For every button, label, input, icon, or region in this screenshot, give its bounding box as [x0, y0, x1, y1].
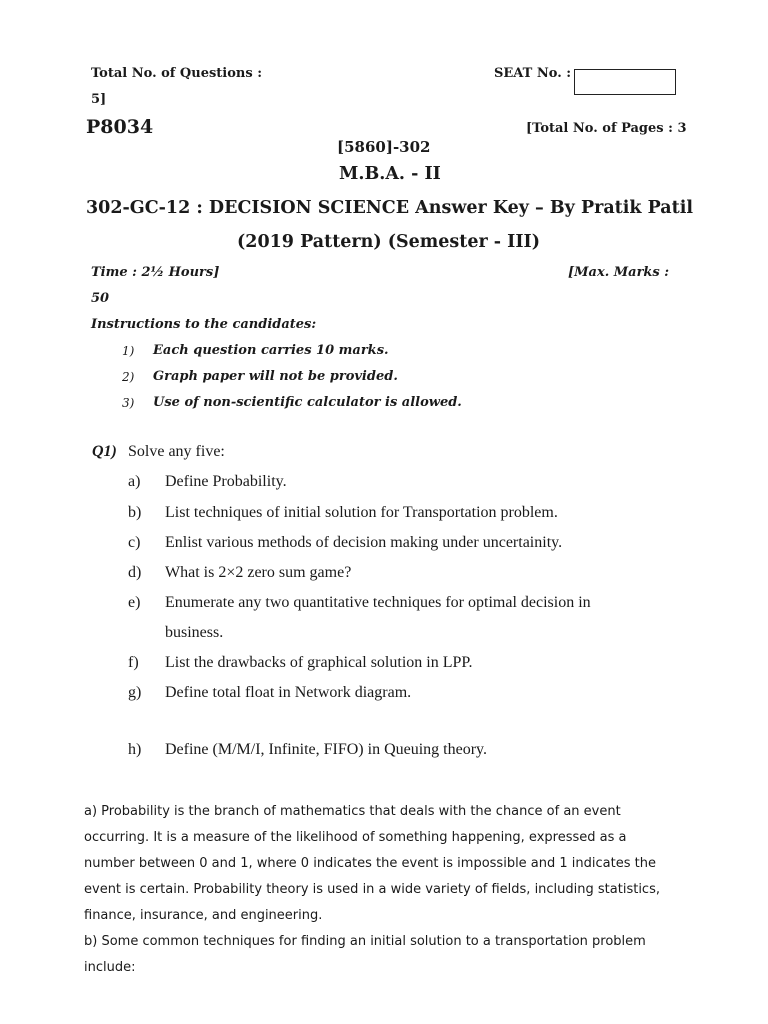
question-item-letter: h)	[128, 741, 142, 758]
pattern-title: (2019 Pattern) (Semester - III)	[237, 232, 541, 252]
question-item-letter: a)	[128, 473, 141, 490]
answer-line: number between 0 and 1, where 0 indicates the event is impossible and 1 indicates the	[84, 856, 656, 871]
instruction-text: Use of non-scientific calculator is allowed.	[153, 395, 462, 410]
instruction-text: Graph paper will not be provided.	[153, 369, 398, 384]
question-item-letter: f)	[128, 654, 139, 671]
instruction-number: 1)	[122, 344, 135, 358]
answer-line: b) Some common techniques for finding an initial solution to a transportation problem	[84, 934, 646, 949]
question-label: Q1)	[92, 443, 117, 460]
answer-line: include:	[84, 960, 136, 975]
question-item-text: Define Probability.	[165, 473, 287, 490]
question-item-text: Enlist various methods of decision making under uncertainity.	[165, 534, 563, 551]
max-marks-label: [Max. Marks :	[568, 265, 670, 280]
question-item-text: List the drawbacks of graphical solution in LPP.	[165, 654, 473, 671]
instructions-heading: Instructions to the candidates:	[91, 317, 317, 332]
course-title: M.B.A. - II	[339, 164, 441, 184]
question-item-text: Define (M/M/I, Infinite, FIFO) in Queuing theory.	[165, 741, 488, 758]
max-marks-value: 50	[91, 291, 110, 306]
instruction-number: 2)	[122, 370, 135, 384]
question-item-letter: g)	[128, 684, 142, 701]
answer-line: finance, insurance, and engineering.	[84, 908, 323, 923]
question-item-letter: d)	[128, 564, 142, 581]
seat-number-box	[574, 69, 676, 95]
subject-title: 302-GC-12 : DECISION SCIENCE Answer Key – By Pratik Patil	[86, 198, 694, 218]
total-pages: [Total No. of Pages : 3	[526, 121, 687, 136]
question-item-letter: b)	[128, 504, 142, 521]
question-prompt: Solve any five:	[128, 443, 225, 460]
seat-label: SEAT No. :	[494, 66, 572, 81]
exam-time: Time : 2½ Hours]	[91, 265, 220, 280]
question-item-text: What is 2×2 zero sum game?	[165, 564, 352, 581]
total-questions-value: 5]	[91, 92, 107, 107]
answer-line: a) Probability is the branch of mathematics that deals with the chance of an event	[84, 804, 621, 819]
answer-a	[84, 799, 704, 981]
answer-line: event is certain. Probability theory is used in a wide variety of fields, including statistics,	[84, 882, 660, 897]
answer-line: occurring. It is a measure of the likelihood of something happening, expressed as a	[84, 830, 627, 845]
question-item-text: Define total float in Network diagram.	[165, 684, 412, 701]
instruction-number: 3)	[122, 396, 135, 410]
question-item-text: Enumerate any two quantitative techniques for optimal decision in	[165, 594, 591, 611]
question-item-text: List techniques of initial solution for Transportation problem.	[165, 504, 558, 521]
question-item-letter: e)	[128, 594, 141, 611]
question-item-letter: c)	[128, 534, 141, 551]
instruction-text: Each question carries 10 marks.	[153, 343, 389, 358]
total-questions-label: Total No. of Questions :	[91, 66, 262, 81]
paper-code: P8034	[86, 116, 154, 138]
question-item-text-continued: business.	[165, 624, 224, 641]
exam-code: [5860]-302	[337, 138, 431, 156]
